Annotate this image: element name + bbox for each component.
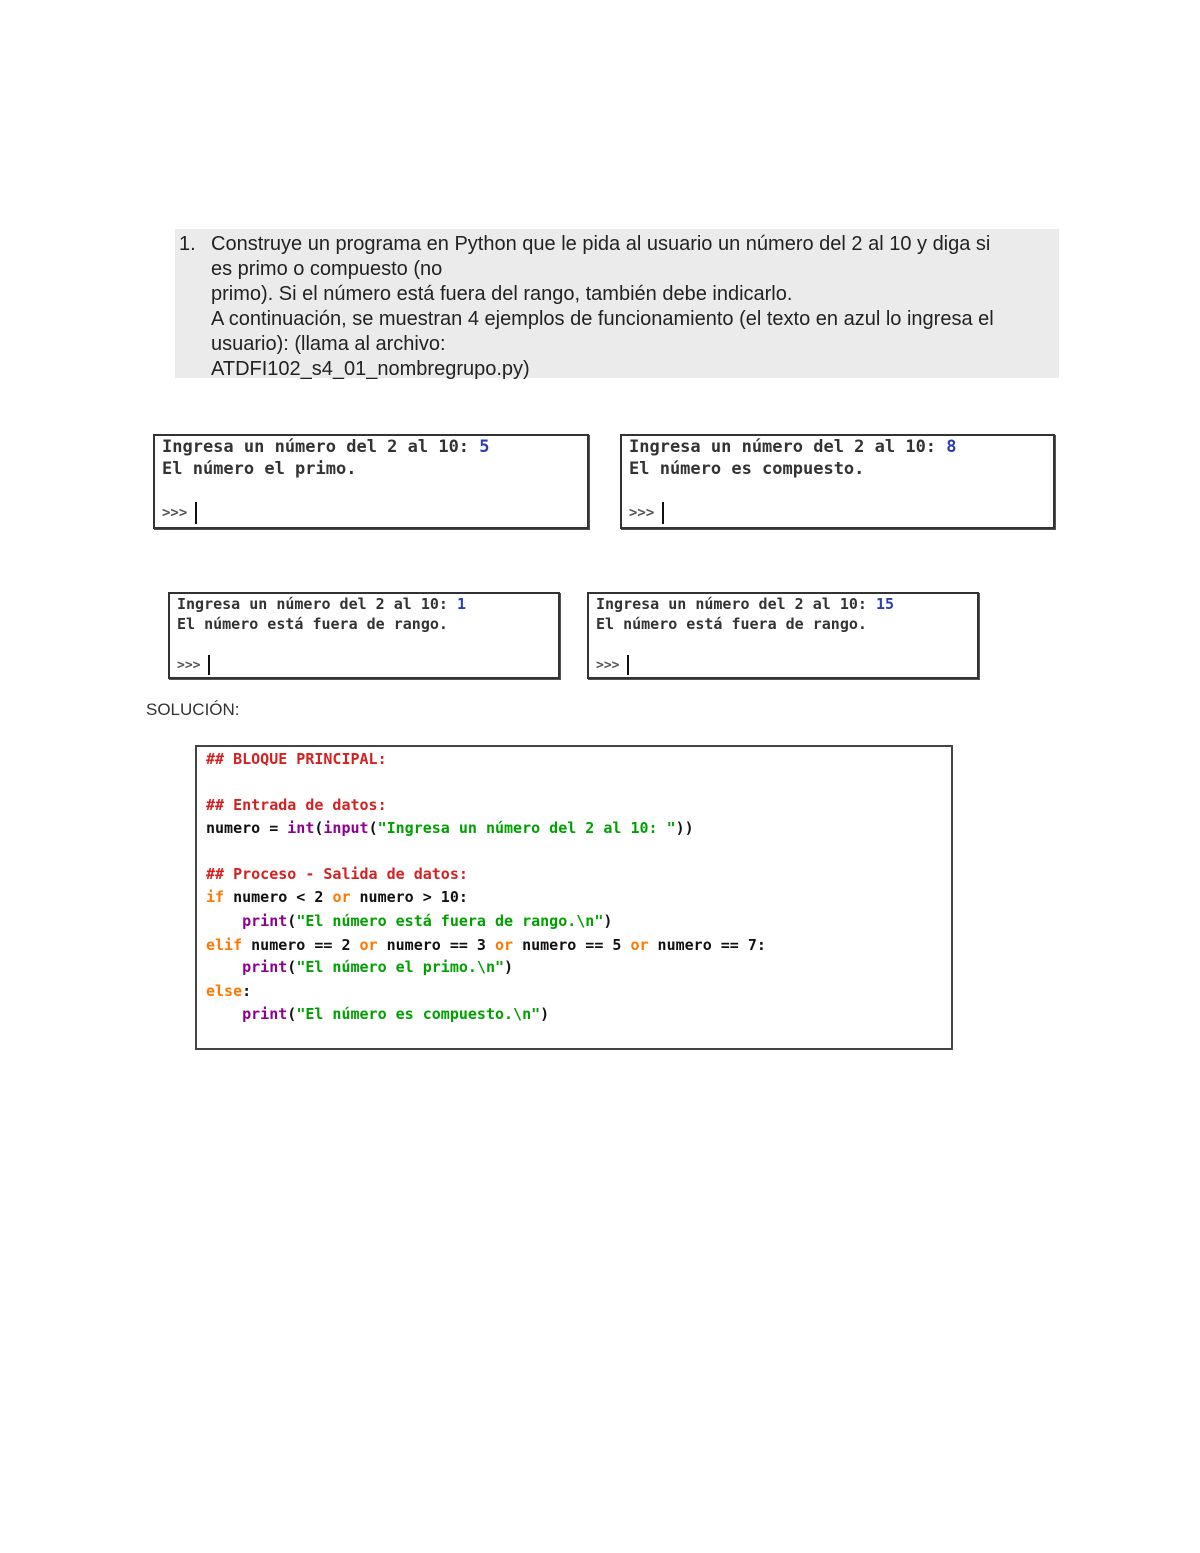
code-token: or	[332, 888, 351, 906]
question-line: es primo o compuesto (no	[211, 258, 443, 280]
solution-label: SOLUCIÓN:	[146, 700, 240, 719]
code-token: else	[206, 982, 243, 1000]
console-prompt-text: Ingresa un número del 2 al 10:	[596, 595, 876, 613]
code-token: print	[242, 912, 288, 930]
code-token: (	[287, 1005, 297, 1023]
console-output: El número el primo.	[162, 459, 357, 479]
code-token: "El número está fuera de rango.\n"	[296, 912, 604, 930]
text-cursor	[208, 655, 210, 675]
console-output: El número está fuera de rango.	[177, 615, 448, 633]
code-token: or	[359, 936, 378, 954]
code-token: numero =	[206, 819, 288, 837]
code-token: print	[242, 958, 288, 976]
console-input-line	[177, 595, 466, 613]
question-number: 1.	[179, 233, 196, 255]
code-line	[206, 1005, 549, 1023]
code-line	[206, 912, 612, 930]
code-token: (	[368, 819, 378, 837]
code-line	[206, 958, 513, 976]
console-input-line	[629, 437, 957, 457]
console-prompt-row	[162, 502, 197, 524]
question-line: Construye un programa en Python que le pida al usuario un número del 2 al 10 y diga si	[211, 233, 991, 255]
console-prompt-row	[177, 655, 210, 675]
shell-prompt: >>>	[629, 505, 655, 521]
question-line: ATDFI102_s4_01_nombregrupo.py)	[211, 358, 530, 380]
code-token: int	[287, 819, 315, 837]
code-comment: ## Proceso - Salida de datos:	[206, 865, 468, 883]
code-line	[206, 936, 766, 954]
text-cursor	[662, 502, 664, 524]
code-token: "El número el primo.\n"	[296, 958, 505, 976]
example-console-1	[153, 434, 589, 529]
code-comment: ## BLOQUE PRINCIPAL:	[206, 750, 387, 768]
question-block	[175, 229, 1059, 378]
code-token: )	[540, 1005, 550, 1023]
code-block	[195, 745, 953, 1050]
console-input-line	[162, 437, 490, 457]
example-console-3	[168, 592, 560, 679]
example-console-4	[587, 592, 979, 679]
console-user-input: 8	[946, 437, 957, 457]
code-token: numero < 2	[224, 888, 333, 906]
code-token: numero == 3	[377, 936, 495, 954]
code-token: input	[323, 819, 369, 837]
console-prompt-text: Ingresa un número del 2 al 10:	[629, 437, 947, 457]
code-token: or	[630, 936, 649, 954]
code-line	[206, 982, 251, 1000]
code-line	[206, 819, 694, 837]
console-output: El número es compuesto.	[629, 459, 865, 479]
console-prompt-row	[629, 502, 664, 524]
console-output: El número está fuera de rango.	[596, 615, 867, 633]
question-line: usuario): (llama al archivo:	[211, 333, 446, 355]
console-input-line	[596, 595, 894, 613]
question-text	[211, 232, 1057, 382]
code-token: ))	[675, 819, 694, 837]
shell-prompt: >>>	[596, 657, 620, 673]
code-token: or	[495, 936, 514, 954]
shell-prompt: >>>	[177, 657, 201, 673]
question-line: A continuación, se muestran 4 ejemplos de funcionamiento (el texto en azul lo ingresa el	[211, 308, 994, 330]
code-token: numero == 5	[513, 936, 631, 954]
code-token	[206, 1005, 242, 1023]
code-token	[206, 958, 242, 976]
code-token: )	[603, 912, 613, 930]
code-token: numero > 10:	[350, 888, 468, 906]
text-cursor	[627, 655, 629, 675]
console-user-input: 5	[479, 437, 490, 457]
code-token: print	[242, 1005, 288, 1023]
example-console-2	[620, 434, 1055, 529]
code-token: (	[287, 958, 297, 976]
question-line: primo). Si el número está fuera del rango, también debe indicarlo.	[211, 283, 793, 305]
code-token: (	[287, 912, 297, 930]
code-token: numero == 7:	[648, 936, 766, 954]
console-user-input: 1	[456, 595, 466, 613]
code-token: if	[206, 888, 225, 906]
shell-prompt: >>>	[162, 505, 188, 521]
code-token: elif	[206, 936, 243, 954]
code-token: "El número es compuesto.\n"	[296, 1005, 541, 1023]
code-token	[206, 912, 242, 930]
code-comment: ## Entrada de datos:	[206, 796, 387, 814]
text-cursor	[195, 502, 197, 524]
code-token: :	[242, 982, 252, 1000]
console-user-input: 15	[875, 595, 895, 613]
console-prompt-row	[596, 655, 629, 675]
code-token: "Ingresa un número del 2 al 10: "	[377, 819, 676, 837]
console-prompt-text: Ingresa un número del 2 al 10:	[162, 437, 480, 457]
code-line	[206, 888, 468, 906]
console-prompt-text: Ingresa un número del 2 al 10:	[177, 595, 457, 613]
code-token: numero == 2	[242, 936, 360, 954]
code-token: (	[314, 819, 324, 837]
code-token: )	[504, 958, 514, 976]
